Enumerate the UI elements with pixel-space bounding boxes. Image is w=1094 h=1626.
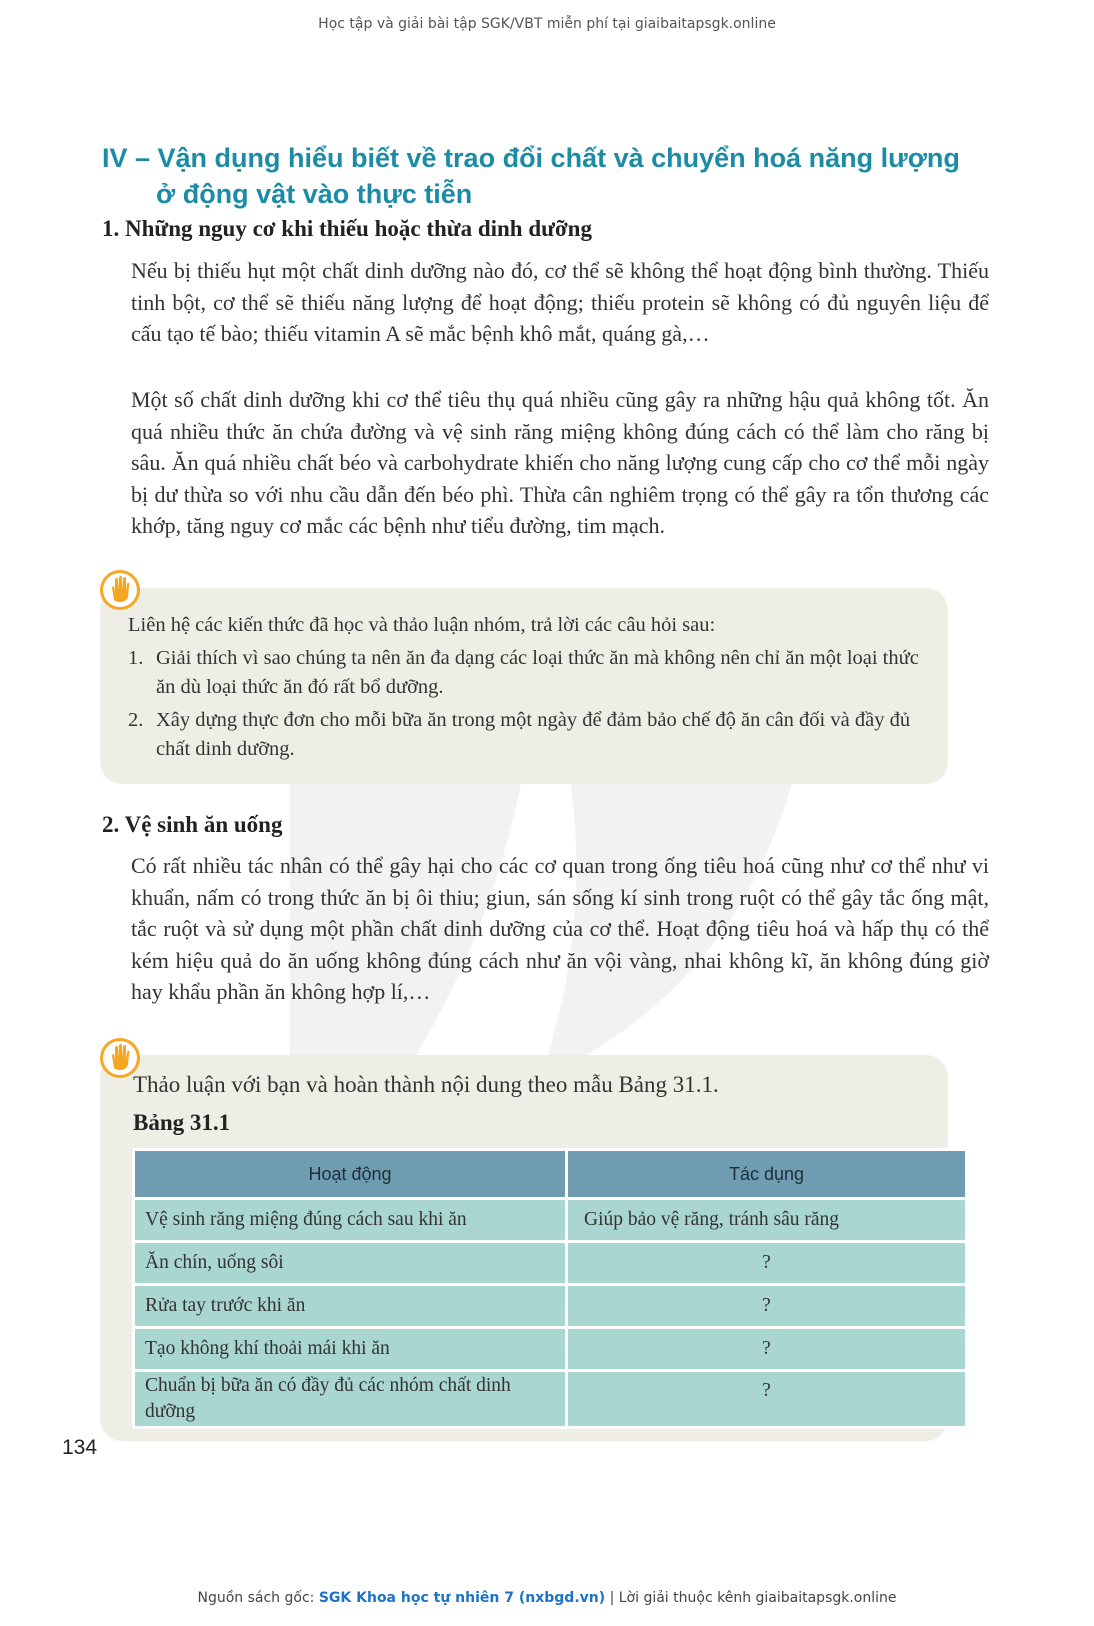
- table-header-row: [134, 1150, 967, 1199]
- question-item: [128, 706, 928, 764]
- table-cell-activity: Tạo không khí thoải mái khi ăn: [134, 1328, 567, 1371]
- part1-paragraph-1: Nếu bị thiếu hụt một chất dinh dưỡng nào đó, cơ thể sẽ không thể hoạt động bình thường. Thiếu tinh bột, cơ thể sẽ thiếu năng lượng để hoạt động; thiếu protein sẽ không có đủ nguyên liệu để cấu tạo tế bào; thiếu vitamin A sẽ mắc bệnh khô mắt, quáng gà,…: [131, 258, 989, 346]
- section-title-line2: ở động vật vào thực tiễn: [156, 179, 473, 209]
- footer-prefix: Nguồn sách gốc:: [197, 1590, 315, 1606]
- table-row: [134, 1328, 967, 1371]
- section-title-line1: IV – Vận dụng hiểu biết về trao đổi chất và chuyển hoá năng lượng: [102, 143, 960, 173]
- footer-source-link[interactable]: SGK Khoa học tự nhiên 7 (nxbgd.vn): [318, 1590, 606, 1606]
- table-cell-activity: Chuẩn bị bữa ăn có đầy đủ các nhóm chất dinh dưỡng: [134, 1371, 567, 1428]
- table-cell-activity: Vệ sinh răng miệng đúng cách sau khi ăn: [134, 1199, 567, 1242]
- table-row: [134, 1371, 967, 1428]
- table-title: Bảng 31.1: [133, 1110, 231, 1135]
- question-item: [128, 644, 928, 702]
- raised-hand-icon: [100, 570, 140, 610]
- table-header-effect: Tác dụng: [567, 1150, 967, 1199]
- table-cell-effect: ?: [567, 1242, 967, 1285]
- activity-1-intro: Liên hệ các kiến thức đã học và thảo luận nhóm, trả lời các câu hỏi sau:: [128, 614, 716, 636]
- part1-paragraph-2: Một số chất dinh dưỡng khi cơ thể tiêu thụ quá nhiều cũng gây ra những hậu quả không tốt. Ăn quá nhiều thức ăn chứa đường và vệ sinh răng miệng không đúng cách có thể làm cho răng bị sâu. Ăn quá nhiều chất béo và carbohydrate khiến cho năng lượng cung cấp cho cơ thể mỗi ngày bị dư thừa so với nhu cầu dẫn đến béo phì. Thừa cân nghiêm trọng có thể gây ra tổn thương các khớp, tăng nguy cơ mắc các bệnh như tiểu đường, tim mạch.: [131, 387, 989, 538]
- table-31-1: [132, 1148, 968, 1429]
- table-cell-effect: ?: [567, 1371, 967, 1428]
- table-cell-effect: ?: [567, 1328, 967, 1371]
- table-cell-effect: ?: [567, 1285, 967, 1328]
- table-row: [134, 1242, 967, 1285]
- question-text: Giải thích vì sao chúng ta nên ăn đa dạng các loại thức ăn mà không nên chỉ ăn một loại thức ăn dù loại thức ăn đó rất bổ dưỡng.: [156, 647, 919, 698]
- table-cell-activity: Ăn chín, uống sôi: [134, 1242, 567, 1285]
- table-cell-activity: Rửa tay trước khi ăn: [134, 1285, 567, 1328]
- section-title: [102, 140, 1002, 212]
- question-number: 1.: [128, 647, 144, 669]
- question-number: 2.: [128, 709, 144, 731]
- table-header-activity: Hoạt động: [134, 1150, 567, 1199]
- question-text: Xây dựng thực đơn cho mỗi bữa ăn trong một ngày để đảm bảo chế độ ăn cân đối và đầy đủ chất dinh dưỡng.: [156, 709, 911, 760]
- part1-heading: 1. Những nguy cơ khi thiếu hoặc thừa dinh dưỡng: [102, 216, 592, 241]
- part2-heading: 2. Vệ sinh ăn uống: [102, 812, 283, 837]
- page-number: 134: [62, 1436, 98, 1459]
- activity-1-content: [128, 611, 928, 764]
- table-cell-effect: Giúp bảo vệ răng, tránh sâu răng: [567, 1199, 967, 1242]
- part2-paragraph: Có rất nhiều tác nhân có thể gây hại cho các cơ quan trong ống tiêu hoá cũng như cơ thể như vi khuẩn, nấm có trong thức ăn bị ôi thiu; giun, sán sống kí sinh trong ruột có thể gây tắc ống mật, tắc ruột và sử dụng một phần chất dinh dưỡng của cơ thể. Hoạt động tiêu hoá và hấp thụ có thể kém hiệu quả do ăn uống không đúng cách như ăn vội vàng, nhai không kĩ, ăn không đúng giờ hay khẩu phần ăn không hợp lí,…: [131, 853, 989, 1004]
- activity-2-intro: Thảo luận với bạn và hoàn thành nội dung theo mẫu Bảng 31.1.: [133, 1072, 719, 1097]
- header-note: Học tập và giải bài tập SGK/VBT miễn phí tại giaibaitapsgk.online: [318, 16, 776, 32]
- table-row: [134, 1285, 967, 1328]
- footer: [0, 1590, 1094, 1606]
- footer-suffix: | Lời giải thuộc kênh giaibaitapsgk.online: [609, 1590, 897, 1606]
- table-row: [134, 1199, 967, 1242]
